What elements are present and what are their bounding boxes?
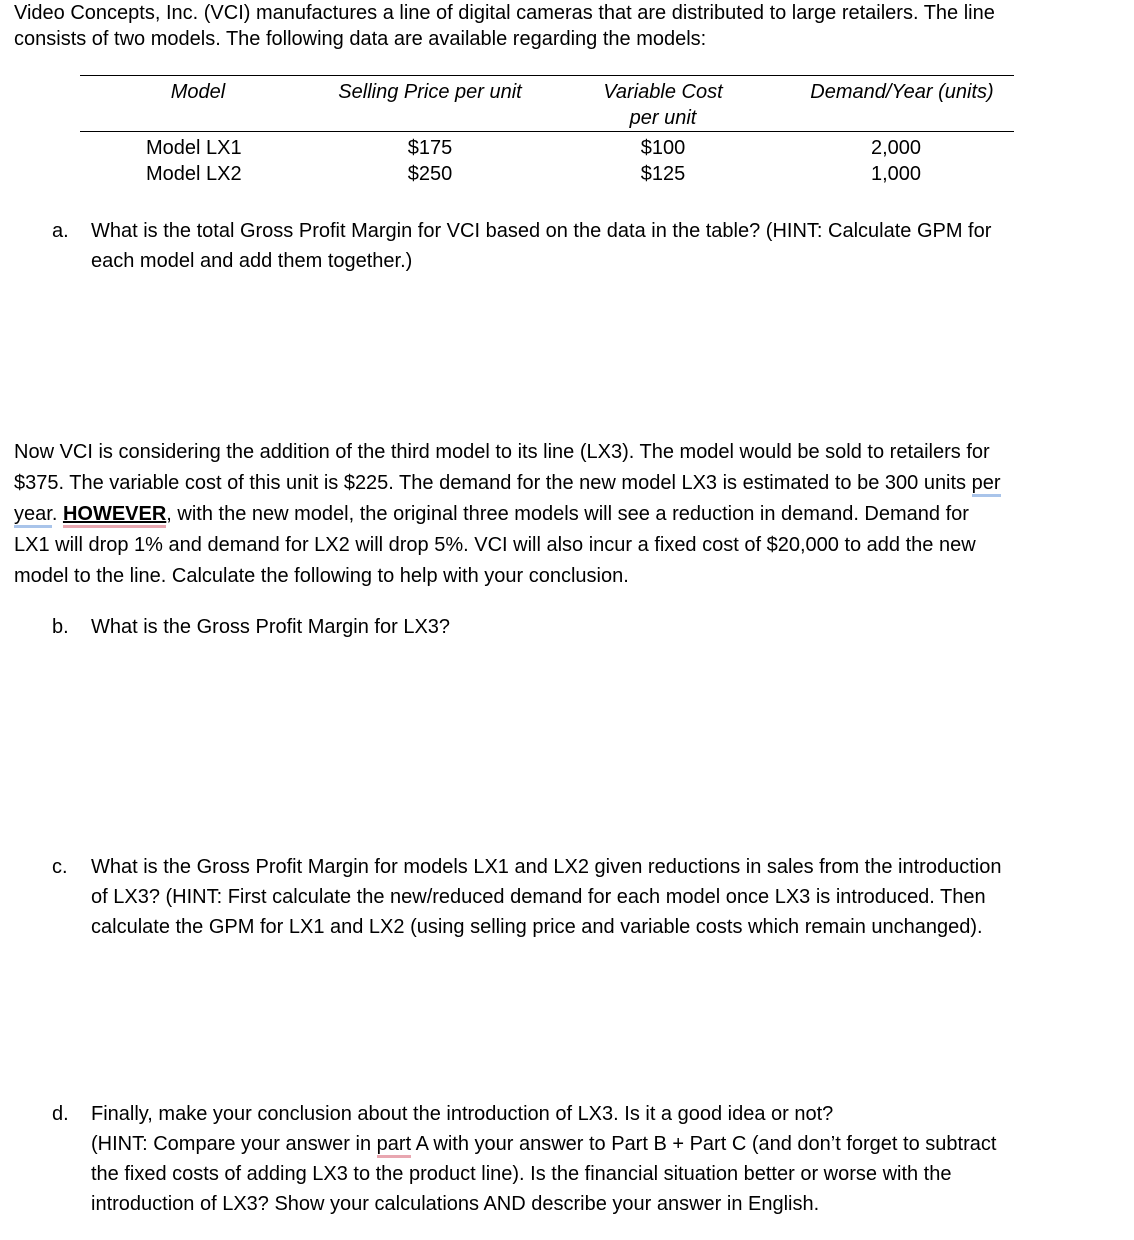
- question-d-line-2-text-a: (HINT: Compare your answer in: [91, 1133, 377, 1155]
- question-a-text: [91, 216, 1121, 276]
- spellcheck-per: per: [972, 472, 1001, 497]
- question-b-text: [91, 612, 1121, 642]
- header-selling-price: Selling Price per unit: [338, 81, 522, 103]
- cell-model: Model LX2: [146, 163, 242, 185]
- spellcheck-part: part: [377, 1133, 411, 1158]
- question-c-line-2: of LX3? (HINT: First calculate the new/reduced demand for each model once LX3 is introduced. Then: [91, 886, 986, 908]
- intro-line-1: Video Concepts, Inc. (VCI) manufactures a line of digital cameras that are distributed to large retailers. The line: [14, 2, 995, 24]
- question-d-line-2: [91, 1129, 1121, 1159]
- spellcheck-year: year: [14, 503, 52, 528]
- question-d-line-2-text-c: A with your answer to Part B + Part C (and don’t forget to subtract: [411, 1133, 997, 1155]
- scenario-line-2-text: $375. The variable cost of this unit is $225. The demand for the new model LX3 is estimated to be 300 units: [14, 472, 972, 494]
- question-a-line-2: each model and add them together.): [91, 250, 413, 272]
- question-d-line-1: Finally, make your conclusion about the introduction of LX3. Is it a good idea or not?: [91, 1103, 834, 1125]
- question-d-label: d.: [52, 1103, 69, 1125]
- cell-price: $250: [407, 163, 453, 185]
- question-c-label: c.: [52, 856, 68, 878]
- scenario-line-2: [14, 468, 1124, 499]
- question-c-line-3: calculate the GPM for LX1 and LX2 (using selling price and variable costs which remain unchanged).: [91, 916, 983, 938]
- header-variable-cost-line-1: Variable Cost: [603, 81, 723, 103]
- header-variable-cost: [563, 79, 763, 131]
- cell-demand: 1,000: [870, 163, 922, 185]
- question-c-text: [91, 852, 1121, 942]
- scenario-line-3-text: , with the new model, the original three models will see a reduction in demand. Demand for: [166, 503, 969, 525]
- cell-demand: 2,000: [870, 137, 922, 159]
- scenario-line-4: LX1 will drop 1% and demand for LX2 will drop 5%. VCI will also incur a fixed cost of $20,000 to add the new: [14, 534, 976, 556]
- question-d-line-3: the fixed costs of adding LX3 to the product line). Is the financial situation better or worse with the: [91, 1163, 952, 1185]
- header-variable-cost-line-2: per unit: [629, 107, 697, 129]
- cell-varcost: $100: [640, 137, 686, 159]
- question-b-line-1: What is the Gross Profit Margin for LX3?: [91, 616, 451, 638]
- cell-varcost: $125: [640, 163, 686, 185]
- question-d-text: [91, 1099, 1121, 1219]
- question-a-line-1: What is the total Gross Profit Margin for VCI based on the data in the table? (HINT: Calculate GPM for: [91, 220, 992, 242]
- cell-price: $175: [407, 137, 453, 159]
- scenario-line-3: [14, 499, 1124, 530]
- scenario-line-1: Now VCI is considering the addition of the third model to its line (LX3). The model would be sold to retailers for: [14, 441, 990, 463]
- intro-line-2: consists of two models. The following data are available regarding the models:: [14, 28, 707, 50]
- question-c-line-1: What is the Gross Profit Margin for models LX1 and LX2 given reductions in sales from the introduction: [91, 856, 1002, 878]
- question-a-label: a.: [52, 220, 69, 242]
- table-header-rule: [80, 131, 1014, 132]
- header-model: Model: [170, 81, 226, 103]
- question-b-label: b.: [52, 616, 69, 638]
- scenario-line-5: model to the line. Calculate the following to help with your conclusion.: [14, 565, 629, 587]
- question-d-line-4: introduction of LX3? Show your calculations AND describe your answer in English.: [91, 1193, 820, 1215]
- scenario-paragraph: [14, 437, 1124, 592]
- header-demand: Demand/Year (units): [810, 81, 994, 103]
- scenario-line-3-period: .: [51, 503, 63, 525]
- however-emphasis: HOWEVER: [63, 503, 166, 528]
- table-top-rule: [80, 75, 1014, 76]
- cell-model: Model LX1: [146, 137, 242, 159]
- intro-paragraph: [14, 0, 1124, 52]
